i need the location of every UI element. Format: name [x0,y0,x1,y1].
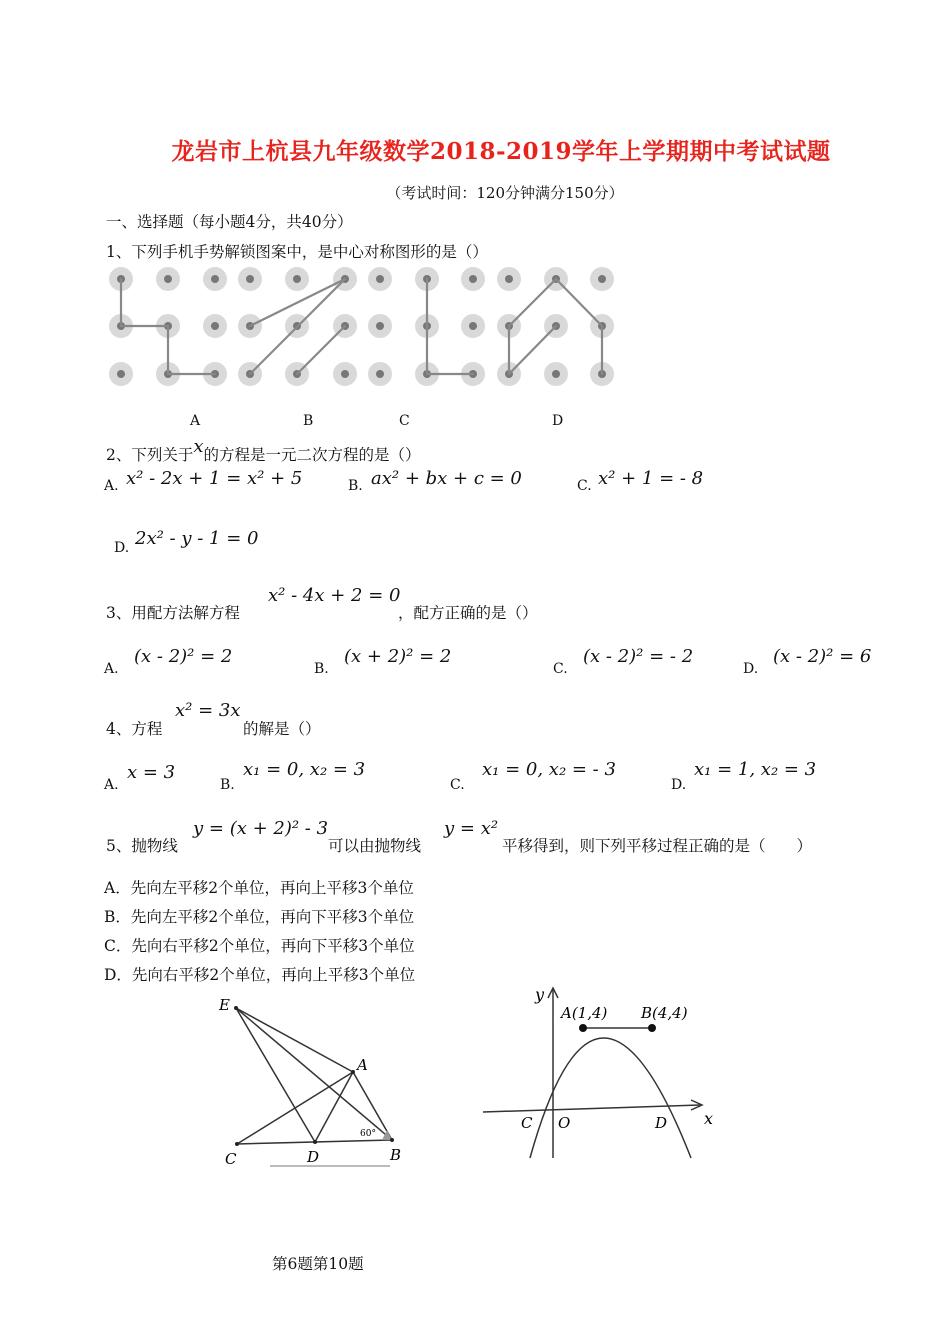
unlock-dot-center [341,370,349,378]
y-axis-label: y [535,985,545,1004]
q5-stem-b: 可以由抛物线 [328,837,422,855]
unlock-dot-center [164,275,172,283]
q5-option-c: C．先向右平移2个单位，再向下平移3个单位 [104,937,415,955]
angle-label: 60° [360,1129,376,1139]
q4-option-a-label: A. [104,777,119,793]
page-title: 龙岩市上杭县九年级数学2018-2019学年上学期期中考试试题 [171,138,831,165]
q6-triangle-figure [210,990,420,1180]
q3-option-d-expr: (x - 2)² = 6 [773,646,872,667]
unlock-dot-center [376,322,384,330]
q4-stem-a: 4、方程 [106,720,163,738]
unlock-dot-center [505,275,513,283]
q4-option-d-label: D. [671,777,687,793]
q1-option-b-label: B [303,413,314,429]
q4-option-c-label: C. [450,777,465,793]
point-b-label: B [390,1146,402,1164]
unlock-dot-center [376,370,384,378]
q1-option-d-label: D [552,413,564,429]
q5-option-d: D．先向右平移2个单位，再向上平移3个单位 [104,966,416,984]
unlock-dot-center [469,322,477,330]
exam-info: （考试时间：120分钟满分150分） [386,184,624,202]
section-heading: 一、选择题（每小题4分，共40分） [106,213,353,231]
point-e-label: E [219,996,230,1014]
unlock-dot-center [211,322,219,330]
q1-stem: 1、下列手机手势解锁图案中，是中心对称图形的是（） [106,243,488,261]
q10-parabola-figure [475,978,725,1168]
q2-option-c-expr: x² + 1 = - 8 [598,468,704,489]
q2-option-b-label: B. [348,478,363,494]
q5-option-b: B．先向左平移2个单位，再向下平移3个单位 [104,908,415,926]
unlock-dot-center [376,275,384,283]
pattern-b-line-2 [250,279,345,374]
q5-stem-c: 平移得到，则下列平移过程正确的是（ ） [502,837,813,855]
point-b-coord-label: B(4,4) [641,1004,688,1022]
q2-option-c-label: C. [577,478,592,494]
q3-stem-b: ，配方正确的是（） [398,604,538,622]
point-a-label: A [357,1056,368,1074]
pattern-a-line [121,279,215,374]
q2-stem: 2、下列关于x的方程是一元二次方程的是（） [106,436,421,464]
unlock-dot-center [293,275,301,283]
x-axis-label: x [704,1109,714,1128]
q3-option-c-label: C. [553,661,568,677]
q3-option-b-expr: (x + 2)² = 2 [344,646,452,667]
q2-option-d-label: D. [114,540,130,556]
q5-stem-a: 5、抛物线 [106,837,178,855]
q2-option-a-expr: x² - 2x + 1 = x² + 5 [126,468,303,489]
point-d-label: D [655,1114,668,1132]
q5-option-a: A．先向左平移2个单位，再向上平移3个单位 [104,879,414,897]
q2-option-d-expr: 2x² - y - 1 = 0 [135,528,259,549]
q4-option-b-expr: x₁ = 0, x₂ = 3 [243,759,366,780]
q4-option-b-label: B. [220,777,235,793]
q3-option-b-label: B. [314,661,329,677]
q4-option-d-expr: x₁ = 1, x₂ = 3 [694,759,817,780]
unlock-dot-center [117,370,125,378]
q2-option-a-label: A. [104,478,119,494]
q3-option-d-label: D. [743,661,759,677]
q1-option-c-label: C [399,413,410,429]
point-a-coord-label: A(1,4) [561,1004,608,1022]
q1-option-a-label: A [190,413,201,429]
q4-stem-expr: x² = 3x [175,700,241,721]
q3-stem-expr: x² - 4x + 2 = 0 [268,585,401,606]
point-d-label: D [307,1148,320,1166]
q5-stem-expr2: y = x² [444,818,499,839]
q3-option-a-label: A. [104,661,119,677]
unlock-dot-center [211,275,219,283]
q5-stem-expr1: y = (x + 2)² - 3 [193,818,329,839]
q2-option-b-expr: ax² + bx + c = 0 [371,468,522,489]
q4-option-a-expr: x = 3 [127,762,176,783]
q3-stem-a: 3、用配方法解方程 [106,604,240,622]
unlock-dot-center [598,275,606,283]
q4-option-c-expr: x₁ = 0, x₂ = - 3 [482,759,616,780]
q3-option-a-expr: (x - 2)² = 2 [134,646,233,667]
q3-option-c-expr: (x - 2)² = - 2 [583,646,694,667]
point-c-label: C [521,1114,533,1132]
unlock-dot-center [552,370,560,378]
unlock-dot-center [469,275,477,283]
figure-caption: 第6题第10题 [272,1255,364,1273]
q4-stem-b: 的解是（） [243,720,321,738]
q1-unlock-patterns [100,262,630,392]
unlock-dot-center [246,275,254,283]
origin-label: O [558,1114,571,1132]
point-c-label: C [225,1150,237,1168]
